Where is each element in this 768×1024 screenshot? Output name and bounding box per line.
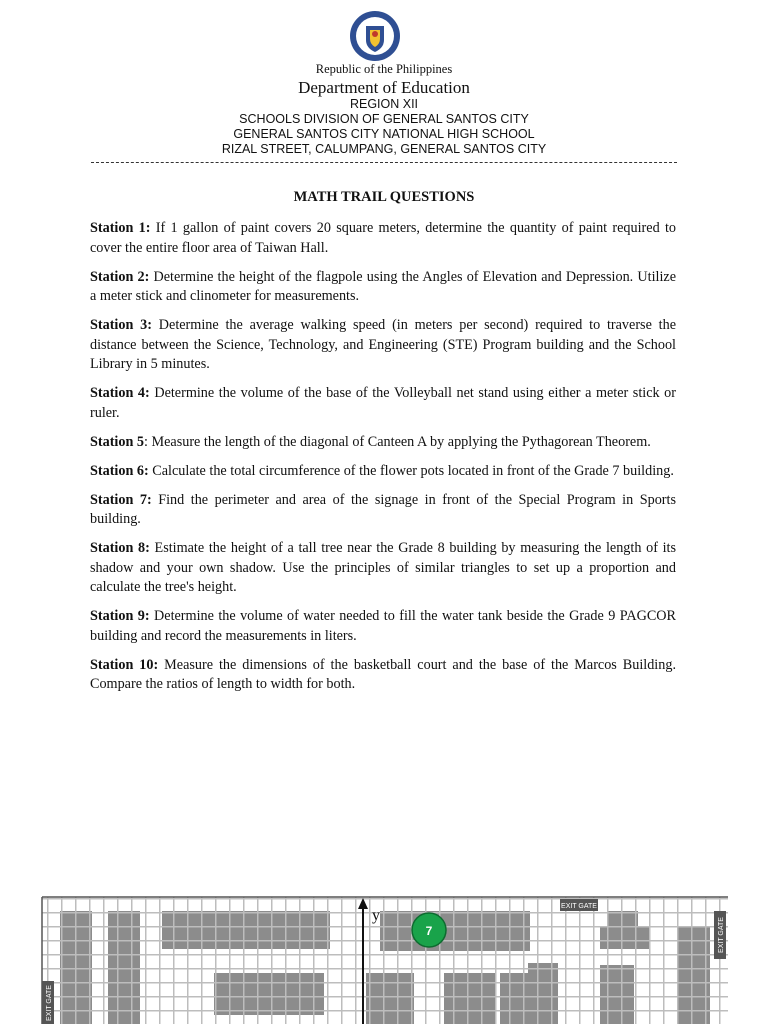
station-6-question [90, 462, 676, 482]
station-5-question [90, 433, 676, 453]
station-3-question [90, 316, 676, 375]
station-label: Station 8: [90, 540, 150, 556]
station-text: Find the perimeter and area of the signage in front of the Special Program in Sports building. [90, 491, 676, 527]
station-text: Determine the average walking speed (in meters per second) required to traverse the distance between the Science, Technology, and Engineering (STE) Program building and the School Library in 5 minutes. [90, 317, 676, 372]
station-label: Station 10: [90, 656, 159, 673]
station-4-question [90, 384, 676, 423]
exit-gate-right-label: EXIT GATE [718, 917, 725, 953]
station-label: Station 4: [90, 385, 150, 401]
department-line: Department of Education [298, 78, 470, 97]
exit-gate-left-label: EXIT GATE [46, 985, 53, 1021]
station-text: Determine the volume of water needed to fill the water tank beside the Grade 9 PAGCOR building and record the measurements in liters. [90, 608, 676, 644]
station-text: Determine the height of the flagpole using the Angles of Elevation and Depression. Utilize a meter stick and clinometer for measurements. [90, 268, 676, 304]
station-label: Station 9: [90, 608, 150, 624]
address-line: RIZAL STREET, CALUMPANG, GENERAL SANTOS CITY [221, 142, 547, 156]
station-label: Station 1: [90, 220, 151, 236]
station-9-question [90, 607, 676, 646]
station-text: Measure the dimensions of the basketball court and the base of the Marcos Building. Compare the ratios of length to width for both. [90, 656, 676, 692]
station-text: Estimate the height of a tall tree near the Grade 8 building by measuring the length of its shadow and your own shadow. Use the principles of similar triangles to set up a proportion and calculate the tree's height. [90, 540, 676, 595]
station-text: Determine the volume of the base of the Volleyball net stand using either a meter stick or ruler. [90, 385, 676, 421]
republic-line: Republic of the Philippines [315, 62, 453, 76]
station-label: Station 3: [90, 317, 152, 333]
exit-gate-top [560, 899, 598, 911]
station-2-question [90, 268, 676, 307]
station-text: If 1 gallon of paint covers 20 square meters, determine the quantity of paint required to cover the entire floor area of Taiwan Hall. [90, 220, 676, 256]
station-list [90, 219, 676, 704]
header-divider [91, 162, 677, 163]
deped-seal-logo [349, 10, 401, 62]
station-label: Station 7: [90, 491, 152, 508]
division-line: SCHOOLS DIVISION OF GENERAL SANTOS CITY [239, 112, 529, 126]
station-label: Station 6: [90, 462, 149, 479]
region-line: REGION XII [349, 97, 419, 111]
map-grid [42, 897, 728, 1024]
station-text: Calculate the total circumference of the flower pots located in front of the Grade 7 building. [148, 462, 674, 479]
station-1-question [90, 219, 676, 258]
page-title: MATH TRAIL QUESTIONS [293, 189, 475, 205]
y-axis-label: y [372, 907, 380, 924]
station-8-question [90, 539, 676, 598]
school-line: GENERAL SANTOS CITY NATIONAL HIGH SCHOOL [233, 127, 535, 141]
campus-map [38, 893, 728, 1024]
station-7-marker-label: 7 [425, 924, 433, 938]
station-7-question [90, 491, 676, 530]
station-label: Station 2: [90, 268, 150, 285]
exit-gate-right [714, 911, 726, 959]
station-label: Station 5 [90, 433, 144, 450]
station-text: : Measure the length of the diagonal of Canteen A by applying the Pythagorean Theorem. [144, 433, 651, 450]
station-10-question [90, 656, 676, 695]
exit-gate-left [42, 981, 54, 1024]
exit-gate-top-label: EXIT GATE [561, 903, 597, 910]
